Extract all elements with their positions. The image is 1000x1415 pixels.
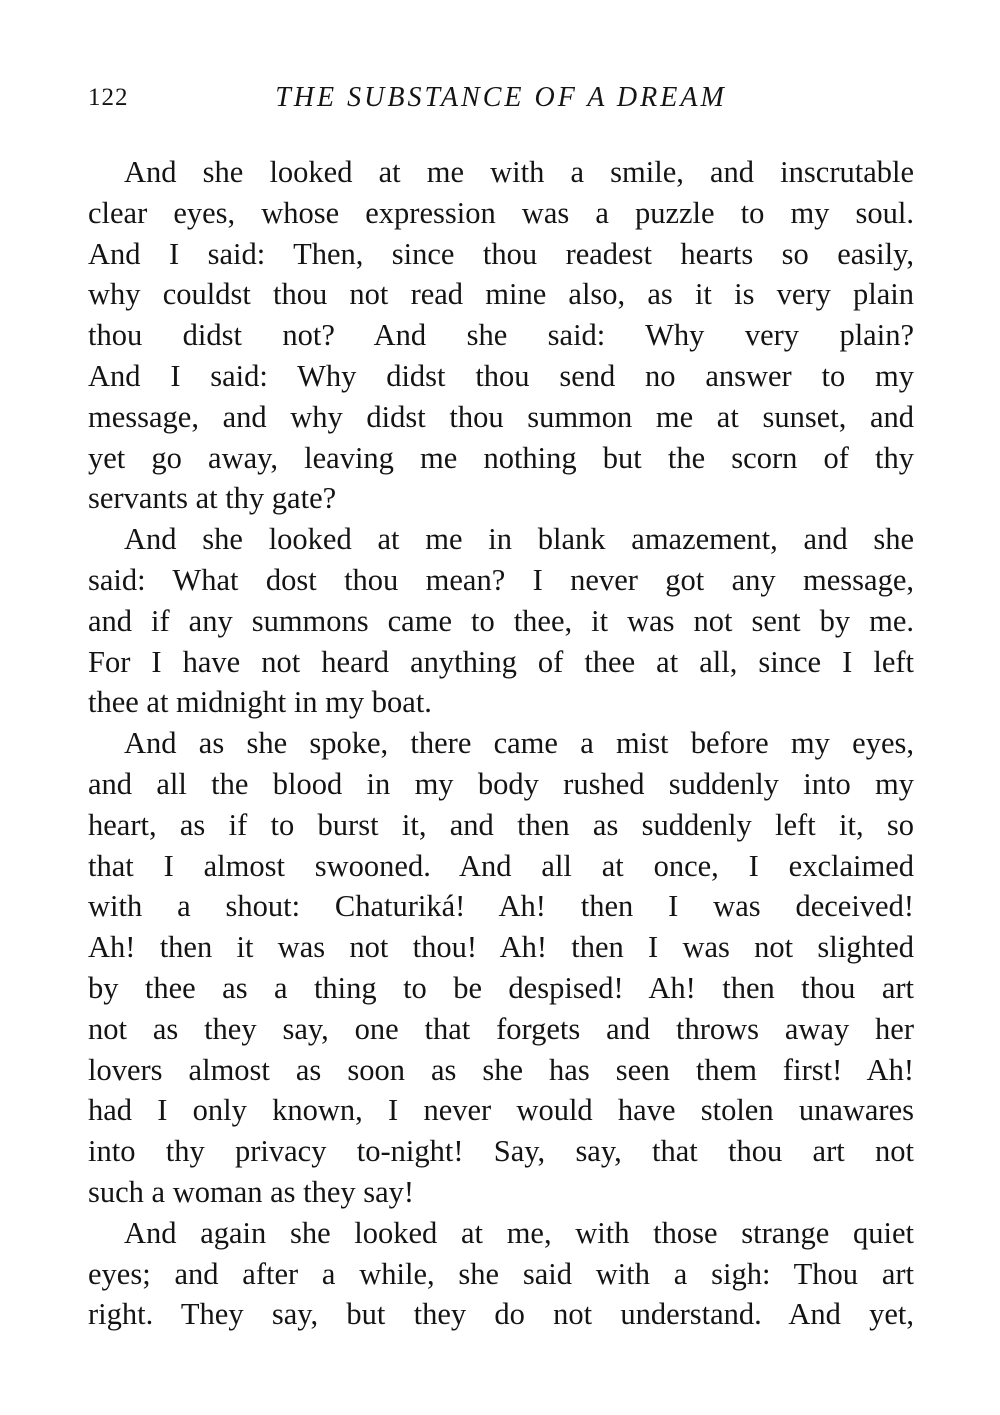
text-line: that I almost swooned. And all at once, I exclaimed [88, 848, 914, 883]
text-line: not as they say, one that forgets and throws away her [88, 1011, 914, 1046]
paragraph [88, 1213, 914, 1335]
text-line: into thy privacy to-night! Say, say, that thou art not [88, 1134, 914, 1169]
text-line: and all the blood in my body rushed suddenly into my [88, 766, 914, 801]
text-line: and if any summons came to thee, it was not sent by me. [88, 603, 914, 638]
text-line: Ah! then it was not thou! Ah! then I was not slighted [88, 930, 914, 965]
text-line: thou didst not? And she said: Why very plain? [88, 318, 914, 353]
running-title: THE SUBSTANCE OF A DREAM [275, 82, 727, 113]
text-line: why couldst thou not read mine also, as it is very plain [88, 277, 914, 312]
text-line: And I said: Why didst thou send no answer to my [88, 358, 914, 393]
text-line: yet go away, leaving me nothing but the scorn of thy [88, 440, 914, 475]
text-line: servants at thy gate? [88, 481, 337, 516]
text-line: message, and why didst thou summon me at sunset, and [88, 399, 914, 434]
text-line: said: What dost thou mean? I never got any message, [88, 562, 914, 597]
page-number: 122 [88, 84, 129, 111]
text-line: heart, as if to burst it, and then as suddenly left it, so [88, 807, 914, 842]
paragraph [88, 519, 914, 723]
text-line: And as she spoke, there came a mist before my eyes, [124, 726, 914, 761]
body-text [88, 152, 914, 1335]
text-line: eyes; and after a while, she said with a sigh: Thou art [88, 1256, 914, 1291]
text-line: For I have not heard anything of thee at all, since I left [88, 644, 914, 679]
text-line: lovers almost as soon as she has seen them first! Ah! [88, 1052, 914, 1087]
text-line: And she looked at me with a smile, and inscrutable [124, 155, 914, 189]
text-line: by thee as a thing to be despised! Ah! then thou art [88, 970, 914, 1005]
paragraph [88, 723, 914, 1213]
text-line: thee at midnight in my boat. [88, 685, 432, 720]
paragraph [88, 152, 914, 519]
text-line: And she looked at me in blank amazement, and she [124, 522, 914, 557]
text-line: with a shout: Chaturiká! Ah! then I was deceived! [88, 889, 914, 924]
text-line: right. They say, but they do not understand. And yet, [88, 1297, 914, 1332]
text-line: had I only known, I never would have stolen unawares [88, 1093, 914, 1128]
running-head [88, 80, 914, 116]
text-line: clear eyes, whose expression was a puzzle to my soul. [88, 195, 914, 230]
text-line: And I said: Then, since thou readest hearts so easily, [88, 236, 914, 271]
text-line: such a woman as they say! [88, 1174, 415, 1209]
text-line: And again she looked at me, with those strange quiet [124, 1215, 914, 1250]
